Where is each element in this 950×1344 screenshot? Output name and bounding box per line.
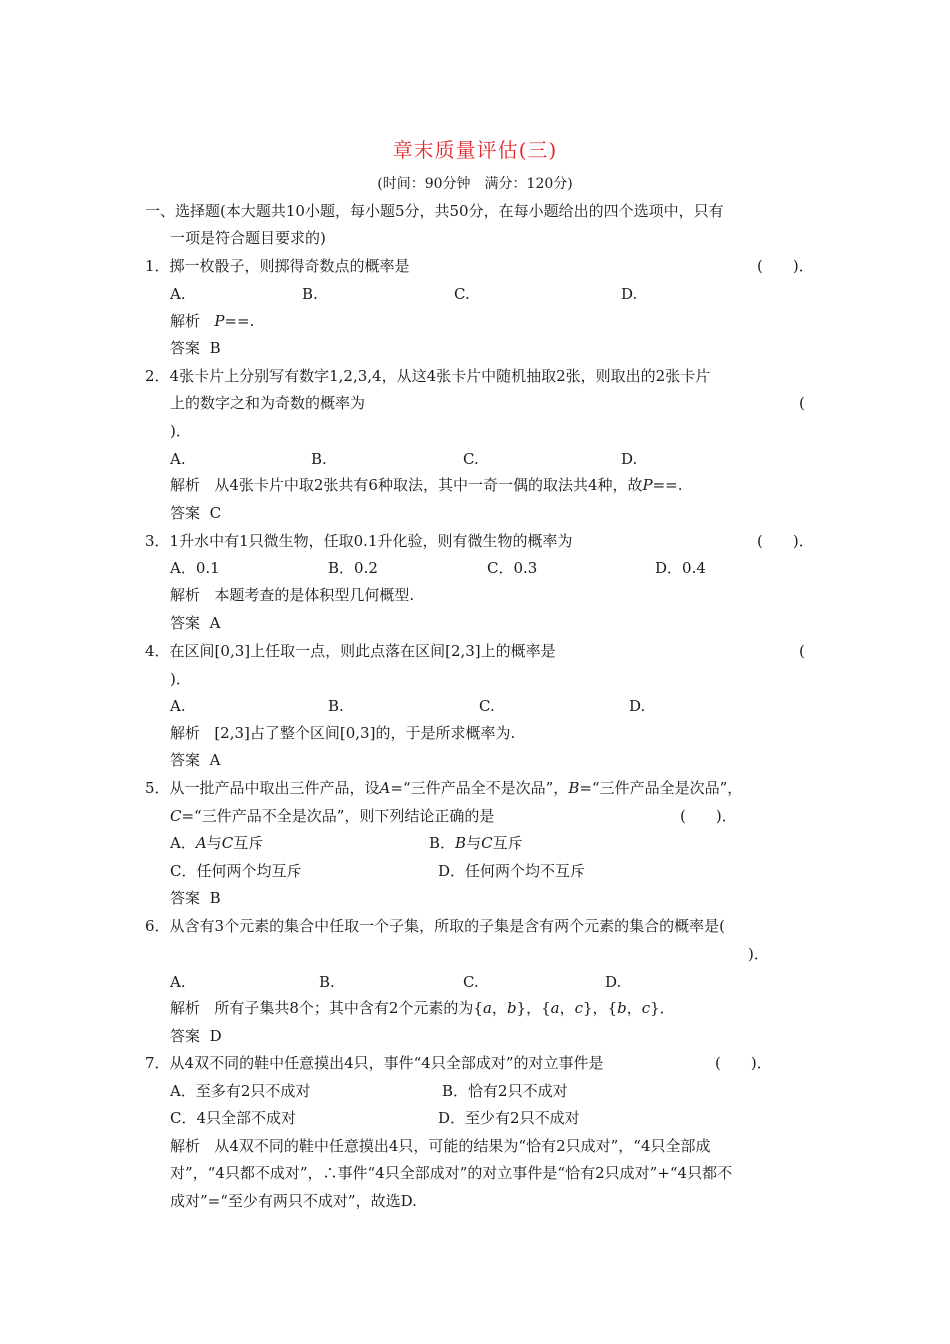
answer-label: 答案	[170, 751, 201, 769]
question-7-option-a: A．至多有2只不成对	[170, 1082, 311, 1100]
answer-label: 答案	[170, 1027, 201, 1045]
set-element: a	[482, 999, 492, 1017]
stem-text: 5．从一批产品中取出三件产品，设	[145, 779, 380, 797]
question-7-analysis-line2: 对”，“4只都不成对”，∴事件“4只全部成对”的对立事件是“恰有2只成对”+“4只都不	[170, 1164, 733, 1182]
analysis-text: 从4双不同的鞋中任意摸出4只，可能的结果为“恰有2只成对”，“4只全部成	[214, 1137, 711, 1155]
question-1-stem: 1．掷一枚骰子，则掷得奇数点的概率是	[145, 257, 410, 275]
answer-value: A	[209, 751, 221, 769]
question-7-analysis-line1	[170, 1136, 711, 1156]
question-2-analysis	[170, 475, 683, 495]
answer-value: B	[209, 889, 221, 907]
question-1-bracket: ( )．	[757, 257, 814, 275]
question-4-option-c: C.	[479, 697, 495, 715]
question-1-answer	[170, 338, 221, 358]
question-3-option-b: B．0.2	[328, 559, 378, 577]
answer-label: 答案	[170, 889, 201, 907]
analysis-label: 解析	[170, 312, 201, 330]
answer-value: A	[209, 614, 221, 632]
answer-label: 答案	[170, 614, 201, 632]
question-5-option-b	[429, 833, 523, 853]
question-5-answer	[170, 888, 221, 908]
question-1-option-a: A.	[170, 285, 186, 303]
question-6-option-c: C.	[463, 973, 479, 991]
question-6-option-b: B.	[319, 973, 335, 991]
question-2-bracket-open: (	[799, 394, 805, 412]
question-4-bracket-open: (	[799, 642, 805, 660]
question-5-option-c: C．任何两个均互斥	[170, 862, 302, 880]
answer-value: C	[209, 504, 222, 522]
question-3-answer	[170, 613, 220, 633]
analysis-label: 解析	[170, 999, 201, 1017]
question-3-analysis	[170, 585, 414, 605]
question-4-answer	[170, 750, 220, 770]
set-element: c	[641, 999, 651, 1017]
page-title: 章末质量评估(三)	[392, 138, 558, 162]
question-6-analysis: 解析 所有子集共8个；其中含有2个元素的为{a，b}，{a，c}，{b，c}．	[170, 999, 675, 1017]
question-6-answer	[170, 1026, 222, 1046]
question-3-stem: 3．1升水中有1只微生物，任取0.1升化验，则有微生物的概率为	[145, 532, 573, 550]
option-variable: C	[221, 834, 234, 852]
question-2-bracket-close: )．	[170, 422, 191, 440]
question-3-option-c: C．0.3	[487, 559, 538, 577]
analysis-label: 解析	[170, 1137, 201, 1155]
answer-value: D	[209, 1027, 222, 1045]
question-5-bracket: ( )．	[680, 807, 737, 825]
set-element: c	[574, 999, 584, 1017]
analysis-text-end: ==.	[652, 476, 683, 494]
set-element: b	[617, 999, 627, 1017]
option-text: 与	[206, 834, 222, 852]
question-5-stem-line1	[145, 778, 742, 798]
question-4-option-a: A.	[170, 697, 186, 715]
event-a-variable: A	[379, 779, 391, 797]
analysis-variable: P	[642, 476, 653, 494]
question-1-option-c: C.	[454, 285, 470, 303]
set-element: a	[550, 999, 560, 1017]
option-text: 与	[466, 834, 482, 852]
option-text: 互斥	[233, 834, 264, 852]
analysis-label: 解析	[170, 724, 201, 742]
stem-text: =“三件产品不全是次品”，则下列结论正确的是	[181, 807, 495, 825]
analysis-text: 从4张卡片中取2张共有6种取法，其中一奇一偶的取法共4种，故	[214, 476, 643, 494]
answer-value: B	[209, 339, 221, 357]
option-letter: A．	[170, 834, 196, 852]
question-2-option-a: A.	[170, 450, 186, 468]
analysis-label: 解析	[170, 586, 201, 604]
question-3-bracket: ( )．	[757, 532, 814, 550]
analysis-variable: P	[214, 312, 225, 330]
section-heading-line2: 一项是符合题目要求的)	[170, 229, 326, 247]
question-1-option-d: D.	[621, 285, 638, 303]
question-7-stem: 7．从4双不同的鞋中任意摸出4只，事件“4只全部成对”的对立事件是	[145, 1054, 604, 1072]
event-b-variable: B	[568, 779, 580, 797]
question-4-option-d: D.	[629, 697, 646, 715]
question-7-option-c: C．4只全部不成对	[170, 1109, 297, 1127]
question-2-option-b: B.	[311, 450, 327, 468]
question-7-bracket: ( )．	[715, 1054, 772, 1072]
question-6-option-a: A.	[170, 973, 186, 991]
question-7-option-b: B．恰有2只不成对	[442, 1082, 568, 1100]
stem-text: =“三件产品全是次品”，	[579, 779, 743, 797]
option-variable: A	[195, 834, 207, 852]
question-2-stem-line2: 上的数字之和为奇数的概率为	[170, 394, 366, 412]
answer-label: 答案	[170, 504, 201, 522]
answer-label: 答案	[170, 339, 201, 357]
question-4-option-b: B.	[328, 697, 344, 715]
question-1-option-b: B.	[302, 285, 318, 303]
section-heading-line1: 一、选择题(本大题共10小题，每小题5分，共50分，在每小题给出的四个选项中，只有	[145, 202, 724, 220]
question-3-option-a: A．0.1	[170, 559, 220, 577]
question-4-stem: 4．在区间[0,3]上任取一点，则此点落在区间[2,3]上的概率是	[145, 642, 556, 660]
question-2-option-c: C.	[463, 450, 479, 468]
set-element: b	[506, 999, 517, 1017]
stem-text: =“三件产品全不是次品”，	[390, 779, 569, 797]
question-3-option-d: D．0.4	[655, 559, 706, 577]
option-text: 互斥	[492, 834, 523, 852]
question-4-bracket-close: )．	[170, 670, 191, 688]
option-variable: B	[455, 834, 467, 852]
event-c-variable: C	[170, 807, 182, 825]
question-5-option-a	[170, 833, 263, 853]
question-4-analysis	[170, 723, 515, 743]
question-5-stem-line2	[170, 806, 494, 826]
option-letter: B．	[429, 834, 456, 852]
analysis-text: 本题考查的是体积型几何概型.	[214, 586, 415, 604]
exam-info: (时间：90分钟 满分：120分)	[377, 176, 573, 192]
question-2-option-d: D.	[621, 450, 638, 468]
question-7-analysis-line3: 成对”=“至少有两只不成对”，故选D.	[170, 1192, 417, 1210]
analysis-label: 解析	[170, 476, 201, 494]
question-6-option-d: D.	[605, 973, 622, 991]
question-6-bracket-close: )．	[748, 945, 769, 963]
analysis-text: ==.	[224, 312, 255, 330]
analysis-text: 所有子集共8个；其中含有2个元素的为{	[214, 999, 483, 1017]
question-2-stem-line1: 2．4张卡片上分别写有数字1,2,3,4，从这4张卡片中随机抽取2张，则取出的2张卡片	[145, 367, 711, 385]
question-7-option-d: D．至少有2只不成对	[438, 1109, 580, 1127]
question-2-answer	[170, 503, 221, 523]
question-5-option-d: D．任何两个均不互斥	[438, 862, 586, 880]
option-variable: C	[481, 834, 493, 852]
question-1-analysis	[170, 311, 254, 331]
analysis-text: [2,3]占了整个区间[0,3]的，于是所求概率为.	[214, 724, 516, 742]
question-6-stem: 6．从含有3个元素的集合中任取一个子集，所取的子集是含有两个元素的集合的概率是(	[145, 917, 725, 935]
